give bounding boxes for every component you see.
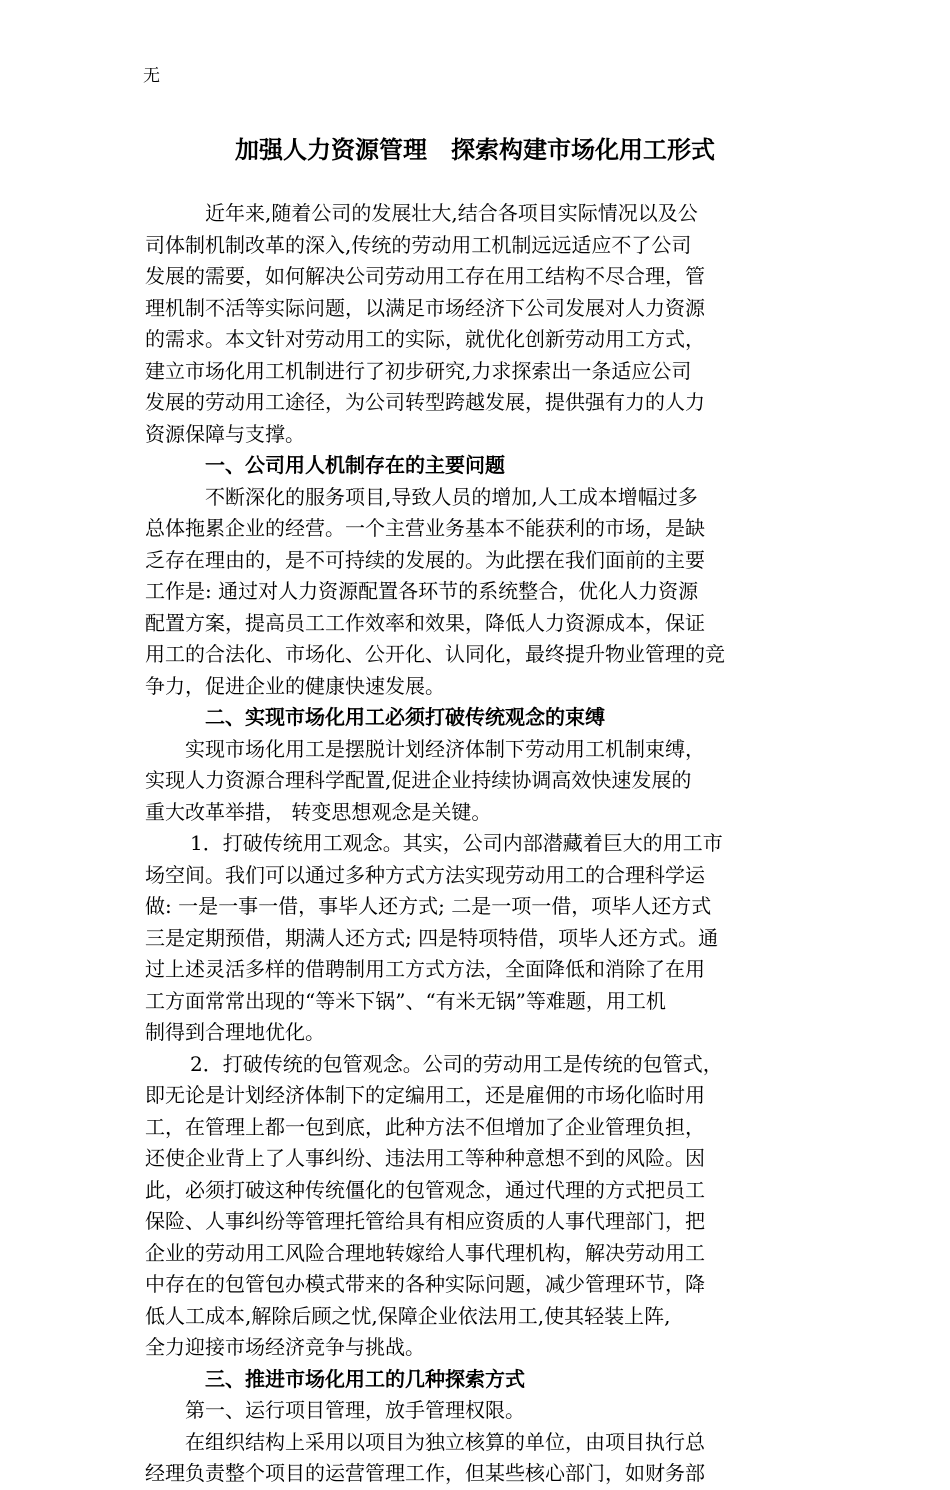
- text-line: 保险、人事纠纷等管理托管给具有相应资质的人事代理部门，把: [145, 1209, 705, 1233]
- text-line: 中存在的包管包办模式带来的各种实际问题，减少管理环节，降: [145, 1272, 705, 1296]
- section-heading: 三、推进市场化用工的几种探索方式: [205, 1366, 525, 1391]
- text-line: 经理负责整个项目的运营管理工作，但某些核心部门，如财务部: [145, 1461, 705, 1485]
- section-heading: 一、公司用人机制存在的主要问题: [205, 453, 505, 477]
- text-line: 场空间。我们可以通过多种方式方法实现劳动用工的合理科学运: [145, 862, 705, 887]
- text-line: 过上述灵活多样的借聘制用工方式方法，全面降低和消除了在用: [145, 957, 705, 981]
- text-line: 此，必须打破这种传统僵化的包管观念，通过代理的方式把员工: [145, 1177, 705, 1202]
- text-line: 即无论是计划经济体制下的定编用工，还是雇佣的市场化临时用: [145, 1083, 705, 1107]
- document-body: [145, 198, 810, 1490]
- text-line: 不断深化的服务项目,导致人员的增加,人工成本增幅过多: [205, 484, 698, 509]
- text-line: 建立市场化用工机制进行了初步研究,力求探索出一条适应公司: [145, 358, 692, 383]
- text-line: 三是定期预借，期满人还方式; 四是特项特借，项毕人还方式。通: [145, 925, 719, 950]
- text-line: 企业的劳动用工风险合理地转嫁给人事代理机构，解决劳动用工: [145, 1240, 705, 1265]
- text-line: 争力，促进企业的健康快速发展。: [145, 673, 445, 698]
- text-line: 还使企业背上了人事纠纷、违法用工等种种意想不到的风险。因: [145, 1146, 705, 1170]
- text-line: 司体制机制改革的深入,传统的劳动用工机制远远适应不了公司: [145, 232, 692, 257]
- section-heading: 二、实现市场化用工必须打破传统观念的束缚: [205, 705, 605, 729]
- text-line: 重大改革举措， 转变思想观念是关键。: [145, 799, 492, 824]
- text-line: 在组织结构上采用以项目为独立核算的单位，由项目执行总: [185, 1429, 705, 1454]
- text-line: 总体拖累企业的经营。一个主营业务基本不能获利的市场，是缺: [145, 516, 705, 540]
- text-line: 近年来,随着公司的发展壮大,结合各项目实际情况以及公: [205, 201, 698, 225]
- text-line: 工作是: 通过对人力资源配置各环节的系统整合，优化人力资源: [145, 579, 699, 603]
- text-line: 实现市场化用工是摆脱计划经济体制下劳动用工机制束缚，: [185, 736, 705, 761]
- text-line: 工方面常常出现的“等米下锅”、“有米无锅”等难题，用工机: [145, 988, 666, 1013]
- text-line: 全力迎接市场经济竞争与挑战。: [145, 1335, 425, 1359]
- text-line: 用工的合法化、市场化、公开化、认同化，最终提升物业管理的竞: [145, 642, 725, 666]
- text-line: 做: 一是一事一借，事毕人还方式; 二是一项一借，项毕人还方式: [145, 894, 712, 918]
- text-line: 1．打破传统用工观念。其实，公司内部潜藏着巨大的用工市: [190, 831, 723, 855]
- text-line: 低人工成本,解除后顾之忧,保障企业依法用工,使其轻装上阵,: [145, 1303, 671, 1328]
- document-title: 加强人力资源管理 探索构建市场化用工形式: [235, 135, 715, 164]
- text-line: 制得到合理地优化。: [145, 1020, 325, 1044]
- text-line: 发展的劳动用工途径，为公司转型跨越发展，提供强有力的人力: [145, 390, 705, 414]
- text-line: 发展的需要，如何解决公司劳动用工存在用工结构不尽合理，管: [145, 264, 705, 288]
- text-line: 2．打破传统的包管观念。公司的劳动用工是传统的包管式，: [190, 1051, 723, 1076]
- header-mark: 无: [143, 66, 160, 86]
- text-line: 实现人力资源合理科学配置,促进企业持续协调高效快速发展的: [145, 768, 692, 792]
- text-line: 乏存在理由的，是不可持续的发展的。为此摆在我们面前的主要: [145, 547, 705, 572]
- text-line: 配置方案，提高员工工作效率和效果，降低人力资源成本，保证: [145, 610, 705, 635]
- text-line: 理机制不活等实际问题，以满足市场经济下公司发展对人力资源: [145, 295, 705, 320]
- text-line: 第一、运行项目管理，放手管理权限。: [185, 1398, 525, 1422]
- text-line: 资源保障与支撑。: [145, 421, 305, 446]
- text-line: 工，在管理上都一包到底，此种方法不但增加了企业管理负担，: [145, 1114, 705, 1139]
- text-line: 的需求。本文针对劳动用工的实际，就优化创新劳动用工方式，: [145, 327, 705, 351]
